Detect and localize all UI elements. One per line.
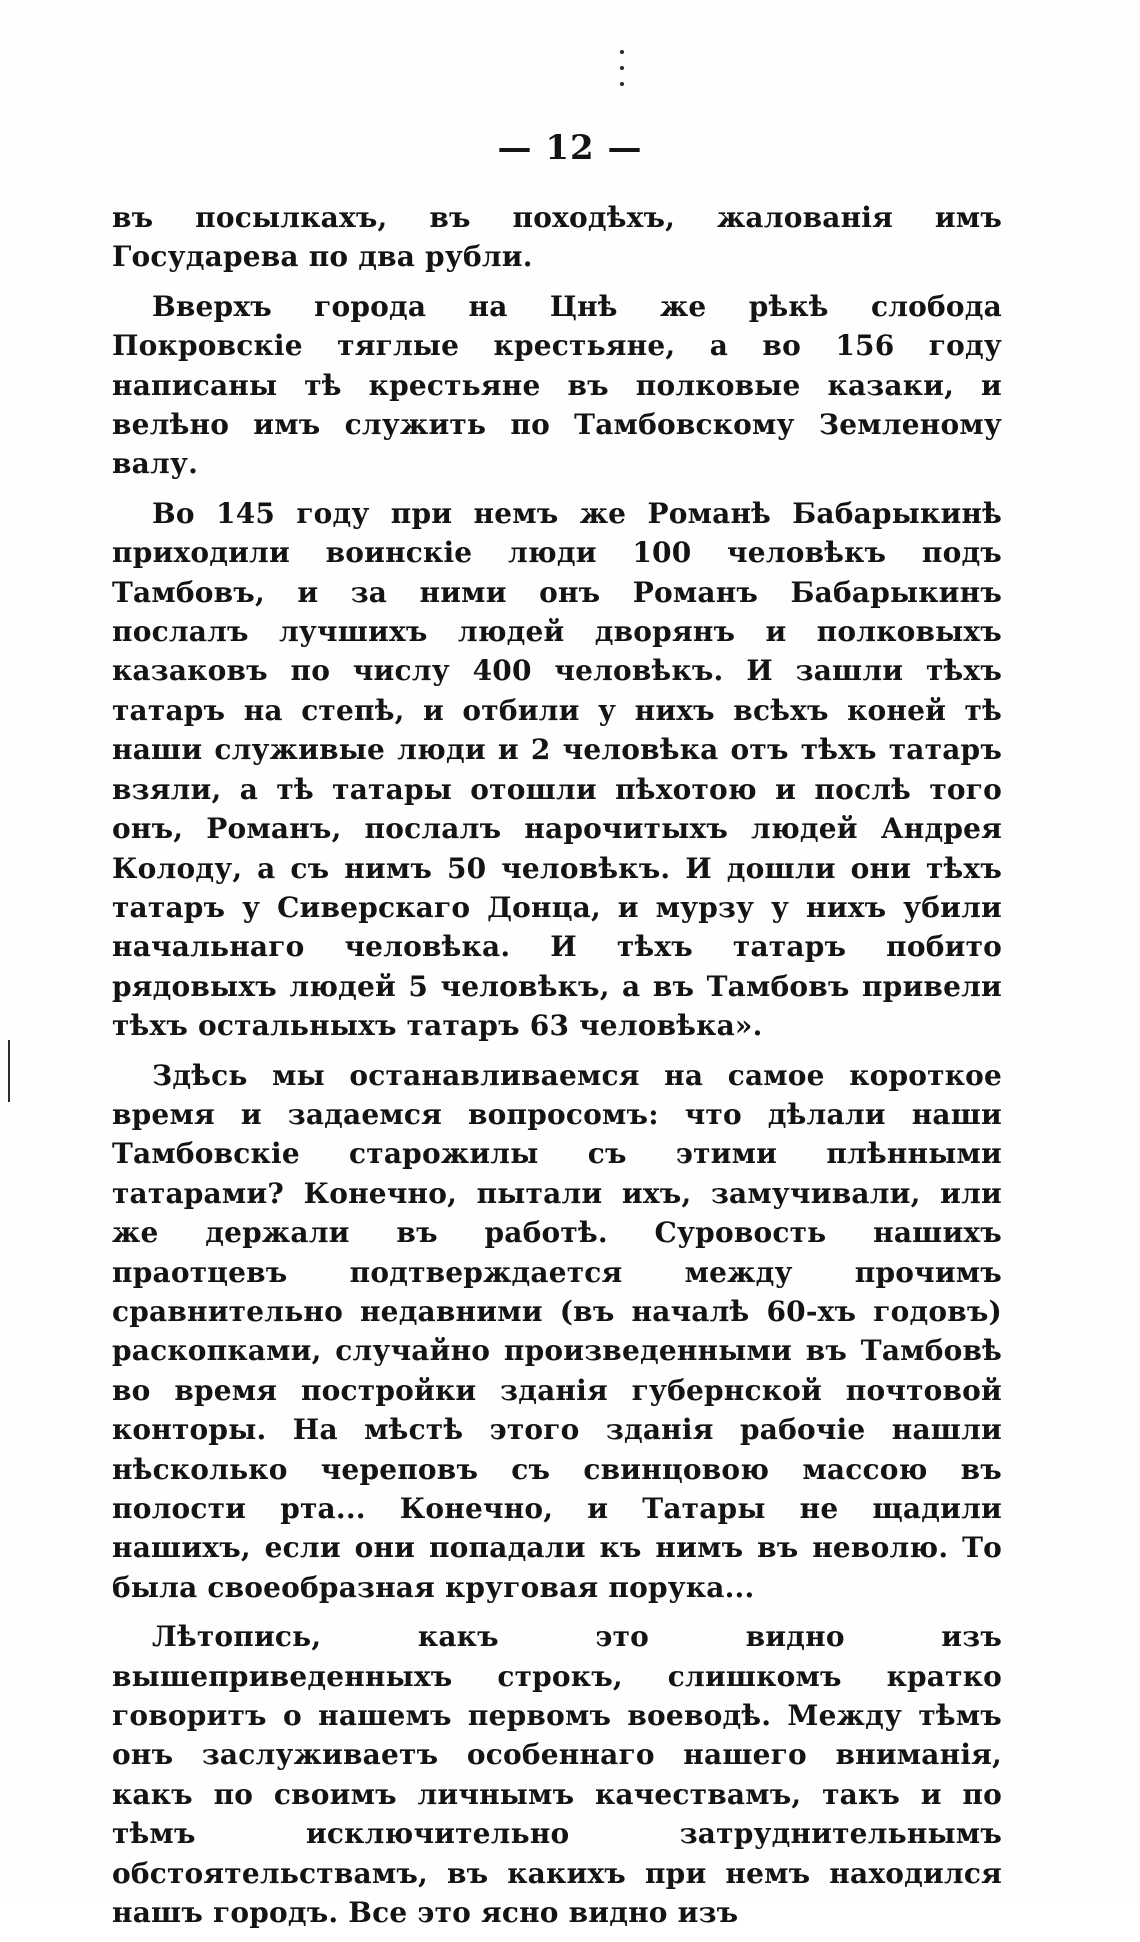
ink-dots-decoration — [620, 50, 626, 102]
ink-dot — [620, 50, 624, 54]
paragraph-3: Во 145 году при немъ же Романѣ Бабарыкинѣ приходили воинскіе люди 100 человѣкъ подъ Тамбовъ, и за ними онъ Романъ Бабарыкинъ послалъ лучшихъ людей дворянъ и полковыхъ казаковъ по числу 400 человѣкъ. И зашли тѣхъ татаръ на степѣ, и отбили у нихъ всѣхъ коней тѣ наши служивые люди и 2 человѣка отъ тѣхъ татаръ взяли, а тѣ татары отошли пѣхотою и послѣ того онъ, Романъ, послалъ нарочитыхъ людей Андрея Колоду, а съ нимъ 50 человѣкъ. И дошли они тѣхъ татаръ у Сиверскаго Донца, и мурзу у нихъ убили начальнаго человѣка. И тѣхъ татаръ побито рядовыхъ людей 5 человѣкъ, а въ Тамбовъ привели тѣхъ остальныхъ татаръ 63 человѣка». — [112, 496, 1002, 1043]
paragraph-1: въ посылкахъ, въ походѣхъ, жалованія имъ Государева по два рубли. — [112, 201, 1002, 274]
paragraph-4: Здѣсь мы останавливаемся на самое короткое время и задаемся вопросомъ: что дѣлали наши Тамбовскіе старожилы съ этими плѣнными татарами? Конечно, пытали ихъ, замучивали, или же держали въ работѣ. Суровость нашихъ праотцевъ подтверждается между прочимъ сравнительно недавними (въ началѣ 60-хъ годовъ) раскопками, случайно произведенными въ Тамбовѣ во время постройки зданія губернской почтовой конторы. На мѣстѣ этого зданія рабочіе нашли нѣсколько череповъ съ свинцовою массою въ полости рта... Конечно, и Татары не щадили нашихъ, если они попадали къ нимъ въ неволю. То была своеобразная круговая порука... — [112, 1058, 1002, 1604]
ink-dot — [620, 82, 624, 86]
ink-dot — [620, 66, 624, 70]
margin-mark — [8, 1040, 10, 1102]
body-text — [112, 198, 1002, 1942]
paragraph-2: Вверхъ города на Цнѣ же рѣкѣ слобода Покровскіе тяглые крестьяне, а во 156 году написаны тѣ крестьяне въ полковые казаки, и велѣно имъ служить по Тамбовскому Земленому валу. — [112, 289, 1002, 481]
page-number: — 12 — — [497, 128, 643, 168]
paragraph-5: Лѣтопись, какъ это видно изъ вышеприведенныхъ строкъ, слишкомъ кратко говоритъ о нашемъ первомъ воеводѣ. Между тѣмъ онъ заслуживаетъ особеннаго нашего вниманія, какъ по своимъ личнымъ качествамъ, такъ и по тѣмъ исключительно затруднительнымъ обстоятельствамъ, въ какихъ при немъ находился нашъ городъ. Все это ясно видно изъ — [112, 1620, 1002, 1930]
